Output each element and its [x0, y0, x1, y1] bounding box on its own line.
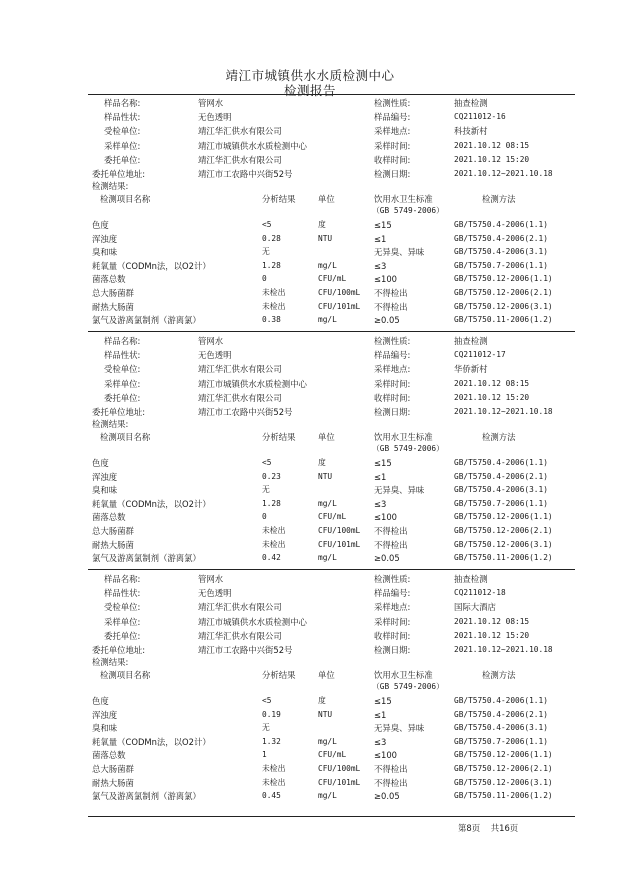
table-row	[0, 552, 620, 564]
item-name: 耐热大肠菌	[92, 539, 134, 550]
sample-name-label: 样品名称:	[104, 98, 141, 108]
unit-value: 度	[318, 458, 326, 467]
info-row	[0, 616, 620, 628]
col-header-method: 检测方法	[482, 194, 516, 204]
item-name: 耐热大肠菌	[92, 777, 134, 788]
sampling-unit-label: 采样单位:	[104, 140, 141, 151]
client-address-label: 委托单位地址:	[92, 169, 146, 179]
table-row	[0, 763, 620, 775]
test-date-label: 检测日期:	[374, 645, 411, 655]
method-value: GB/T5750.7-2006(1.1)	[454, 736, 548, 746]
method-value: GB/T5750.4-2006(1.1)	[454, 220, 548, 229]
col-header-result: 分析结果	[262, 432, 296, 442]
info-row	[0, 406, 620, 418]
sample-prop-label: 样品性状:	[104, 350, 141, 361]
info-row	[0, 587, 620, 599]
report-title: 检测报告	[283, 83, 336, 98]
method-value: GB/T5750.4-2006(3.1)	[454, 723, 548, 733]
result-value: 无	[262, 247, 270, 257]
sample-no-value: CQ211012-18	[454, 588, 506, 598]
unit-value: CFU/100mL	[318, 764, 361, 773]
item-name: 菌落总数	[92, 274, 126, 285]
results-label: 检测结果:	[92, 419, 129, 429]
unit-value: CFU/101mL	[318, 777, 361, 787]
result-value: 0.23	[262, 471, 281, 481]
method-value: GB/T5750.4-2006(1.1)	[454, 696, 548, 705]
sample-prop-value: 无色透明	[198, 350, 232, 361]
col-header-item: 检测项目名称	[100, 432, 151, 442]
page-number: 第8页	[458, 823, 481, 833]
receive-time-value: 2021.10.12 15:20	[454, 154, 530, 164]
standard-value: 无异臭、异味	[374, 485, 425, 496]
client-unit-label: 委托单位:	[104, 154, 141, 165]
table-row	[0, 749, 620, 761]
item-name: 耐热大肠菌	[92, 301, 134, 312]
method-value: GB/T5750.4-2006(3.1)	[454, 485, 548, 495]
result-value: 0	[262, 512, 267, 522]
item-name: 耗氧量（CODMn法，以O2计）	[92, 736, 211, 747]
item-name: 臭和味	[92, 723, 118, 734]
info-row	[0, 644, 620, 656]
table-row	[0, 457, 620, 469]
col-header-unit: 单位	[318, 194, 335, 204]
item-name: 浑浊度	[92, 471, 118, 482]
client-address-value: 靖江市工农路中兴街52号	[198, 645, 293, 655]
sample-no-value: CQ211012-16	[454, 112, 506, 122]
table-row	[0, 219, 620, 231]
unit-value: CFU/101mL	[318, 301, 361, 311]
client-unit-value: 靖江华汇供水有限公司	[198, 392, 282, 403]
method-value: GB/T5750.12-2006(3.1)	[454, 301, 553, 311]
item-name: 臭和味	[92, 247, 118, 258]
receive-time-label: 收样时间:	[374, 154, 411, 165]
sample-name-label: 样品名称:	[104, 336, 141, 346]
result-value: 0.28	[262, 233, 281, 243]
standard-value: ≤3	[374, 736, 387, 747]
info-row	[0, 154, 620, 166]
table-row	[0, 790, 620, 802]
sample-prop-value: 无色透明	[198, 588, 232, 599]
info-row	[0, 601, 620, 613]
test-nature-label: 检测性质:	[374, 98, 411, 108]
sample-no-label: 样品编号:	[374, 588, 411, 599]
unit-value: mg/L	[318, 791, 337, 801]
result-value: 未检出	[262, 301, 286, 311]
table-row	[0, 525, 620, 537]
inspected-unit-value: 靖江华汇供水有限公司	[198, 126, 282, 137]
method-value: GB/T5750.4-2006(2.1)	[454, 709, 548, 719]
section-divider	[88, 331, 575, 332]
table-row	[0, 709, 620, 721]
item-name: 臭和味	[92, 485, 118, 496]
test-date-label: 检测日期:	[374, 169, 411, 179]
table-row	[0, 273, 620, 285]
item-name: 耗氧量（CODMn法，以O2计）	[92, 498, 211, 509]
col-header-standard-code: （GB 5749-2006）	[372, 682, 444, 691]
table-header-sub	[0, 205, 620, 217]
test-nature-label: 检测性质:	[374, 574, 411, 584]
inspected-unit-label: 受检单位:	[104, 364, 141, 375]
col-header-unit: 单位	[318, 432, 335, 442]
table-row	[0, 484, 620, 496]
item-name: 氯气及游离氯制剂（游离氯）	[92, 791, 201, 802]
client-address-value: 靖江市工农路中兴街52号	[198, 407, 293, 417]
col-header-standard-code: （GB 5749-2006）	[372, 206, 444, 215]
divider	[88, 816, 575, 817]
standard-value: ≤15	[374, 696, 392, 706]
sample-site-label: 采样地点:	[374, 126, 411, 137]
inspected-unit-value: 靖江华汇供水有限公司	[198, 602, 282, 613]
result-value: 未检出	[262, 764, 286, 773]
table-row	[0, 314, 620, 326]
unit-value: 度	[318, 696, 326, 705]
method-value: GB/T5750.12-2006(1.1)	[454, 274, 553, 284]
info-row	[0, 630, 620, 642]
method-value: GB/T5750.12-2006(2.1)	[454, 526, 553, 535]
standard-value: 不得检出	[374, 288, 408, 298]
page-footer	[458, 822, 526, 834]
table-row	[0, 539, 620, 551]
table-row	[0, 287, 620, 299]
info-row	[0, 363, 620, 375]
result-value: 0.19	[262, 709, 281, 719]
method-value: GB/T5750.7-2006(1.1)	[454, 260, 548, 270]
info-row	[0, 111, 620, 123]
table-row	[0, 511, 620, 523]
test-nature-value: 抽查检测	[454, 98, 488, 108]
col-header-unit: 单位	[318, 670, 335, 680]
method-value: GB/T5750.7-2006(1.1)	[454, 498, 548, 508]
sample-time-value: 2021.10.12 08:15	[454, 378, 530, 388]
info-row	[0, 349, 620, 361]
standard-value: 不得检出	[374, 301, 408, 312]
col-header-standard: 饮用水卫生标准	[374, 194, 433, 204]
client-address-label: 委托单位地址:	[92, 407, 146, 417]
method-value: GB/T5750.12-2006(2.1)	[454, 288, 553, 297]
sample-time-value: 2021.10.12 08:15	[454, 616, 530, 626]
result-value: 0.38	[262, 315, 281, 325]
item-name: 菌落总数	[92, 750, 126, 761]
section-divider	[88, 569, 575, 570]
standard-value: ≤3	[374, 498, 387, 509]
receive-time-value: 2021.10.12 15:20	[454, 392, 530, 402]
info-row	[0, 140, 620, 152]
info-row	[0, 97, 620, 109]
result-value: 0.42	[262, 553, 281, 563]
sampling-unit-value: 靖江市城镇供水水质检测中心	[198, 140, 307, 151]
standard-value: ≥0.05	[374, 315, 400, 326]
table-row	[0, 246, 620, 258]
test-nature-value: 抽查检测	[454, 574, 488, 584]
item-name: 氯气及游离氯制剂（游离氯）	[92, 553, 201, 564]
sample-name-value: 管网水	[198, 98, 224, 108]
info-row	[0, 573, 620, 585]
table-row	[0, 233, 620, 245]
method-value: GB/T5750.11-2006(1.2)	[454, 315, 553, 325]
test-date-value: 2021.10.12~2021.10.18	[454, 169, 553, 178]
item-name: 氯气及游离氯制剂（游离氯）	[92, 315, 201, 326]
table-header-sub	[0, 443, 620, 455]
table-row	[0, 777, 620, 789]
sample-site-label: 采样地点:	[374, 602, 411, 613]
standard-value: 不得检出	[374, 764, 408, 774]
standard-value: 无异臭、异味	[374, 247, 425, 258]
sample-site-label: 采样地点:	[374, 364, 411, 375]
method-value: GB/T5750.12-2006(1.1)	[454, 750, 553, 760]
sample-no-label: 样品编号:	[374, 112, 411, 123]
table-header-sub	[0, 681, 620, 693]
info-row	[0, 392, 620, 404]
results-label: 检测结果:	[92, 657, 129, 667]
table-row	[0, 260, 620, 272]
item-name: 浑浊度	[92, 709, 118, 720]
standard-value: ≤3	[374, 260, 387, 271]
method-value: GB/T5750.4-2006(2.1)	[454, 471, 548, 481]
standard-value: ≤1	[374, 709, 387, 720]
receive-time-value: 2021.10.12 15:20	[454, 630, 530, 640]
standard-value: ≤15	[374, 458, 392, 468]
unit-value: CFU/101mL	[318, 539, 361, 549]
client-address-value: 靖江市工农路中兴街52号	[198, 169, 293, 179]
result-value: 未检出	[262, 777, 286, 787]
item-name: 耗氧量（CODMn法，以O2计）	[92, 260, 211, 271]
col-header-item: 检测项目名称	[100, 194, 151, 204]
sample-time-label: 采样时间:	[374, 378, 411, 389]
client-unit-value: 靖江华汇供水有限公司	[198, 154, 282, 165]
test-nature-label: 检测性质:	[374, 336, 411, 346]
unit-value: 度	[318, 220, 326, 229]
method-value: GB/T5750.12-2006(3.1)	[454, 777, 553, 787]
sampling-unit-value: 靖江市城镇供水水质检测中心	[198, 378, 307, 389]
divider	[88, 94, 575, 95]
result-value: 未检出	[262, 288, 286, 297]
item-name: 总大肠菌群	[92, 526, 134, 536]
unit-value: mg/L	[318, 498, 337, 508]
sample-time-label: 采样时间:	[374, 616, 411, 627]
unit-value: CFU/100mL	[318, 288, 361, 297]
sample-no-value: CQ211012-17	[454, 350, 506, 360]
sample-time-label: 采样时间:	[374, 140, 411, 151]
table-row	[0, 498, 620, 510]
sample-prop-value: 无色透明	[198, 112, 232, 123]
sample-no-label: 样品编号:	[374, 350, 411, 361]
client-address-label: 委托单位地址:	[92, 645, 146, 655]
results-label-row	[0, 180, 620, 192]
result-value: 未检出	[262, 539, 286, 549]
col-header-result: 分析结果	[262, 670, 296, 680]
results-label: 检测结果:	[92, 181, 129, 191]
col-header-standard: 饮用水卫生标准	[374, 670, 433, 680]
result-value: <5	[262, 696, 272, 705]
sample-prop-label: 样品性状:	[104, 588, 141, 599]
method-value: GB/T5750.11-2006(1.2)	[454, 553, 553, 563]
inspected-unit-value: 靖江华汇供水有限公司	[198, 364, 282, 375]
standard-value: ≤100	[374, 274, 398, 285]
col-header-method: 检测方法	[482, 432, 516, 442]
sample-site-value: 华侨新村	[454, 364, 488, 375]
client-unit-label: 委托单位:	[104, 392, 141, 403]
table-row	[0, 301, 620, 313]
client-unit-value: 靖江华汇供水有限公司	[198, 630, 282, 641]
info-row	[0, 125, 620, 137]
sample-prop-label: 样品性状:	[104, 112, 141, 123]
sample-name-label: 样品名称:	[104, 574, 141, 584]
item-name: 色度	[92, 458, 109, 468]
result-value: 0	[262, 274, 267, 284]
col-header-standard-code: （GB 5749-2006）	[372, 444, 444, 453]
results-label-row	[0, 418, 620, 430]
standard-value: ≥0.05	[374, 553, 400, 564]
sampling-unit-value: 靖江市城镇供水水质检测中心	[198, 616, 307, 627]
report-org-title: 靖江市城镇供水水质检测中心	[225, 68, 395, 83]
table-header	[0, 669, 620, 681]
test-date-value: 2021.10.12~2021.10.18	[454, 407, 553, 416]
unit-value: mg/L	[318, 553, 337, 563]
item-name: 色度	[92, 220, 109, 230]
item-name: 菌落总数	[92, 512, 126, 523]
method-value: GB/T5750.12-2006(2.1)	[454, 764, 553, 773]
receive-time-label: 收样时间:	[374, 630, 411, 641]
result-value: 未检出	[262, 526, 286, 535]
unit-value: mg/L	[318, 260, 337, 270]
sample-time-value: 2021.10.12 08:15	[454, 140, 530, 150]
result-value: <5	[262, 458, 272, 467]
method-value: GB/T5750.4-2006(2.1)	[454, 233, 548, 243]
unit-value: CFU/mL	[318, 274, 347, 284]
table-row	[0, 722, 620, 734]
col-header-item: 检测项目名称	[100, 670, 151, 680]
table-row	[0, 736, 620, 748]
sample-name-value: 管网水	[198, 574, 224, 584]
sample-name-value: 管网水	[198, 336, 224, 346]
unit-value: NTU	[318, 233, 333, 243]
method-value: GB/T5750.12-2006(1.1)	[454, 512, 553, 522]
standard-value: 不得检出	[374, 539, 408, 550]
result-value: 1.28	[262, 260, 281, 270]
result-value: 0.45	[262, 791, 281, 801]
sampling-unit-label: 采样单位:	[104, 616, 141, 627]
unit-value: mg/L	[318, 736, 337, 746]
method-value: GB/T5750.11-2006(1.2)	[454, 791, 553, 801]
info-row	[0, 168, 620, 180]
page-total: 共16页	[490, 823, 519, 833]
receive-time-label: 收样时间:	[374, 392, 411, 403]
standard-value: ≤100	[374, 512, 398, 523]
unit-value: CFU/mL	[318, 512, 347, 522]
unit-value: NTU	[318, 709, 333, 719]
result-value: 1.28	[262, 498, 281, 508]
standard-value: 不得检出	[374, 526, 408, 536]
result-value: 无	[262, 485, 270, 495]
table-header	[0, 193, 620, 205]
col-header-method: 检测方法	[482, 670, 516, 680]
standard-value: ≥0.05	[374, 791, 400, 802]
sample-site-value: 国际大酒店	[454, 602, 496, 613]
standard-value: 无异臭、异味	[374, 723, 425, 734]
client-unit-label: 委托单位:	[104, 630, 141, 641]
table-header	[0, 431, 620, 443]
unit-value: CFU/100mL	[318, 526, 361, 535]
unit-value: CFU/mL	[318, 750, 347, 760]
standard-value: ≤100	[374, 750, 398, 761]
sample-site-value: 科技新村	[454, 126, 488, 137]
sampling-unit-label: 采样单位:	[104, 378, 141, 389]
col-header-standard: 饮用水卫生标准	[374, 432, 433, 442]
standard-value: ≤1	[374, 471, 387, 482]
table-row	[0, 695, 620, 707]
method-value: GB/T5750.12-2006(3.1)	[454, 539, 553, 549]
standard-value: 不得检出	[374, 777, 408, 788]
results-label-row	[0, 656, 620, 668]
result-value: 1.32	[262, 736, 281, 746]
inspected-unit-label: 受检单位:	[104, 126, 141, 137]
test-date-label: 检测日期:	[374, 407, 411, 417]
inspected-unit-label: 受检单位:	[104, 602, 141, 613]
test-date-value: 2021.10.12~2021.10.18	[454, 645, 553, 654]
col-header-result: 分析结果	[262, 194, 296, 204]
info-row	[0, 378, 620, 390]
test-nature-value: 抽查检测	[454, 336, 488, 346]
unit-value: mg/L	[318, 315, 337, 325]
item-name: 总大肠菌群	[92, 288, 134, 298]
method-value: GB/T5750.4-2006(3.1)	[454, 247, 548, 257]
standard-value: ≤15	[374, 220, 392, 230]
item-name: 总大肠菌群	[92, 764, 134, 774]
result-value: 1	[262, 750, 267, 760]
unit-value: NTU	[318, 471, 333, 481]
item-name: 浑浊度	[92, 233, 118, 244]
info-row	[0, 335, 620, 347]
standard-value: ≤1	[374, 233, 387, 244]
method-value: GB/T5750.4-2006(1.1)	[454, 458, 548, 467]
table-row	[0, 471, 620, 483]
result-value: <5	[262, 220, 272, 229]
item-name: 色度	[92, 696, 109, 706]
result-value: 无	[262, 723, 270, 733]
